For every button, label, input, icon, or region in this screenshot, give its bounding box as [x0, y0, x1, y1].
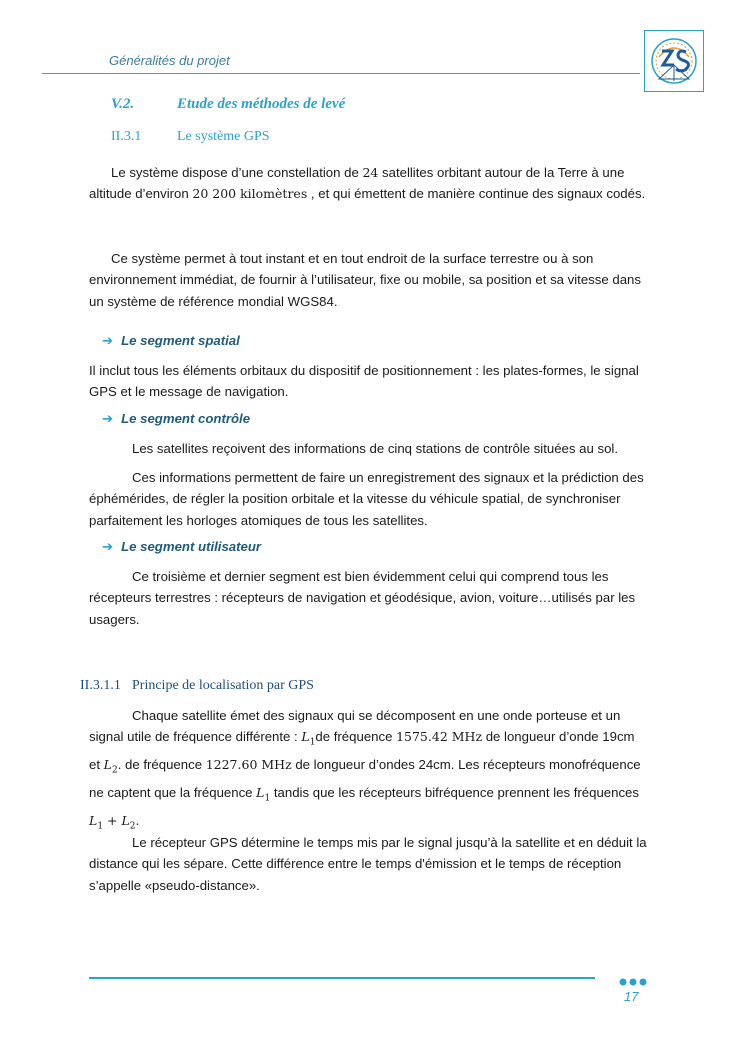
footer-dots-icon — [619, 975, 649, 987]
paragraph-system-purpose: Ce système permet à tout instant et en tout endroit de la surface terrestre ou à son environnement immédiat, de fournir à l’utilisateur, fixe ou mobile, sa position et sa vitesse dans un système de référence mondial WGS84. — [89, 251, 641, 309]
paragraph-segment-utilisateur: Ce troisième et dernier segment est bien évidemment celui qui comprend tous les récepteurs terrestres : récepteurs de navigation et géodésique, avion, voiture…utilisés par les usagers. — [89, 569, 636, 627]
subsubsection-number-ii311: II.3.1.1 — [80, 678, 121, 693]
section-number-v2: V.2. — [111, 96, 135, 112]
running-header-title: Généralités du projet — [109, 53, 230, 68]
arrow-right-icon: ➔ — [102, 333, 114, 348]
logo — [644, 30, 704, 92]
bullet-segment-controle: ➔ Le segment contrôle — [102, 411, 251, 426]
bullet-segment-utilisateur: ➔ Le segment utilisateur — [102, 539, 262, 554]
paragraph-constellation: Le système dispose d’une constellation de 24 satellites orbitant autour de la Terre à une altitude d’environ 20 200 kilomètres , et qui émettent de manière continue des signaux codés. — [89, 165, 646, 202]
arrow-right-icon: ➔ — [102, 411, 114, 426]
paragraph-controle-details: Ces informations permettent de faire un enregistrement des signaux et la prédiction des éphémérides, de régler la position orbitale et la vitesse du véhicule spatial, de synchroniser parfaitement les horloges atomiques de tous les satellites. — [89, 470, 644, 528]
logo-emblem-icon — [645, 31, 703, 91]
paragraph-signal-frequencies: Chaque satellite émet des signaux qui se décomposent en une onde porteuse et un signal utile de fréquence différente : $L_1de$ fréquence 1575.42 MHz de longueur d’onde 19cm et $L_2$. de fréquence 1227.60 MHz de longueur d’ondes 24cm. Les récepteurs monofréquence ne captent que la fréquence $L_1$ tandis que les récepteurs bifréquence prennent les fréquences $L_1 + L_2$. — [89, 708, 641, 832]
subsection-number-ii31: II.3.1 — [111, 129, 142, 144]
arrow-right-icon: ➔ — [102, 539, 114, 554]
subsection-title-ii31: Le système GPS — [177, 129, 270, 144]
header-rule — [42, 73, 640, 74]
page-number: 17 — [624, 989, 639, 1004]
paragraph-pseudo-distance: Le récepteur GPS détermine le temps mis par le signal jusqu’à la satellite et en déduit la distance qui les sépare. Cette différence entre le temps d'émission et le temps de réception s’appelle «pseudo-distance». — [89, 835, 647, 893]
subsubsection-title-ii311: Principe de localisation par GPS — [132, 678, 314, 693]
paragraph-controle-stations: Les satellites reçoivent des informations de cinq stations de contrôle situées au sol. — [132, 441, 619, 456]
section-title-v2: Etude des méthodes de levé — [177, 96, 346, 112]
bullet-segment-spatial: ➔ Le segment spatial — [102, 333, 240, 348]
paragraph-segment-spatial: Il inclut tous les éléments orbitaux du dispositif de positionnement : les plates-formes, le signal GPS et le message de navigation. — [89, 363, 639, 400]
footer-rule — [89, 977, 595, 979]
